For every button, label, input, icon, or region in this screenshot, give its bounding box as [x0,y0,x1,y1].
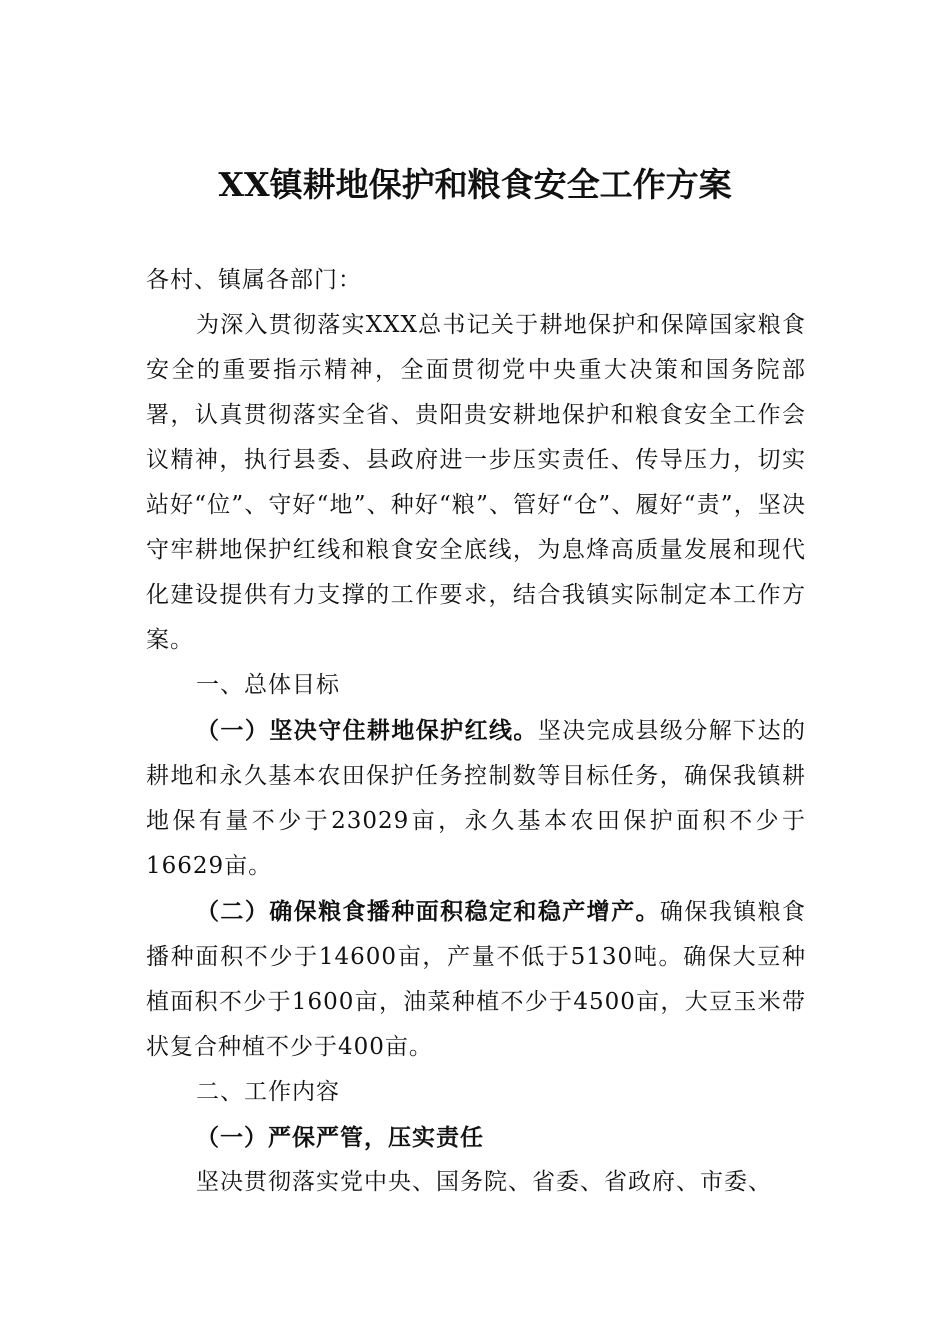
section-1-item-2-title: （二）确保粮食播种面积稳定和稳产增产。 [196,898,660,925]
section-1-item-2-text: 确保我镇粮食播种面积不少于14600亩，产量不低于5130吨。确保大豆种植面积不少于1600亩，油菜种植不少于4500亩，大豆玉米带状复合种植不少于400亩。 [146,899,807,1060]
section-1-item-2 [146,889,806,1070]
section-1-item-1 [146,708,806,889]
section-2-item-1-text: 坚决贯彻落实党中央、国务院、省委、省政府、市委、 [196,1169,772,1195]
section-1-item-1-text: 坚决完成县级分解下达的耕地和永久基本农田保护任务控制数等目标任务，确保我镇耕地保有量不少于23029亩，永久基本农田保护面积不少于16629亩。 [146,718,807,879]
document-title: XX镇耕地保护和粮食安全工作方案 [218,165,732,204]
section-1-item-1-title: （一）坚决守住耕地保护红线。 [196,717,538,744]
intro-paragraph: 为深入贯彻落实XXX总书记关于耕地保护和保障国家粮食安全的重要指示精神，全面贯彻党中央重大决策和国务院部署，认真贯彻落实全省、贵阳贵安耕地保护和粮食安全工作会议精神，执行县委、县政府进一步压实责任、传导压力，切实站好“位”、守好“地”、种好“粮”、管好“仓”、履好“责”，坚决守牢耕地保护红线和粮食安全底线，为息烽高质量发展和现代化建设提供有力支撑的工作要求，结合我镇实际制定本工作方案。 [146,312,806,653]
document-body [146,258,806,1205]
section-1-heading: 一、总体目标 [196,672,340,698]
section-2-item-1-title: （一）严保严管，压实责任 [196,1124,484,1151]
salutation: 各村、镇属各部门： [146,267,362,293]
section-2-heading: 二、工作内容 [196,1079,340,1105]
